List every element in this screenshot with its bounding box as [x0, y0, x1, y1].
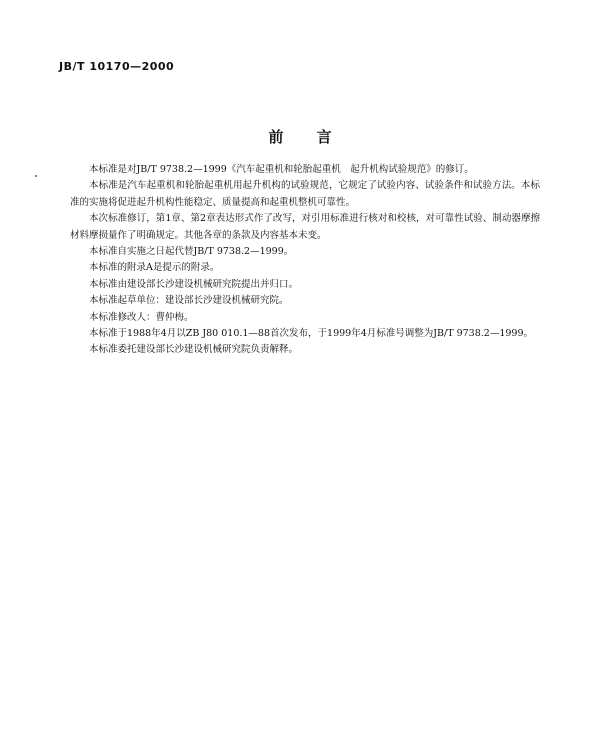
paragraph-history: 本标准于1988年4月以ZB J80 010.1—88首次发布，于1999年4月标准号调整为JB/T 9738.2—1999。: [89, 328, 534, 340]
paragraph-appendix: 本标准的附录A是提示的附录。: [89, 262, 220, 274]
page-title: 前 言: [268, 128, 346, 146]
paragraph-scope: 本标准是汽车起重机和轮胎起重机用起升机构的试验规范，它规定了试验内容、试验条件和试验方法。本标准的实施将促进起升机构性能稳定、质量提高和起重机整机可靠性。: [70, 180, 540, 208]
paragraph-changes: 本次标准修订，第1章、第2章表达形式作了改写，对引用标准进行核对和校核，对可靠性试验、制动器摩擦材料摩损量作了明确规定。其他各章的条款及内容基本未变。: [70, 213, 540, 241]
document-code: JB/T 10170—2000: [59, 60, 175, 73]
paragraph-proposer: 本标准由建设部长沙建设机械研究院提出并归口。: [89, 278, 299, 290]
paragraph-interpretation: 本标准委托建设部长沙建设机械研究院负责解释。: [89, 344, 299, 356]
document-body: [70, 162, 540, 359]
paragraph-drafting-unit: 本标准起草单位：建设部长沙建设机械研究院。: [89, 295, 289, 307]
paragraph-replacement: 本标准自实施之日起代替JB/T 9738.2—1999。: [89, 246, 294, 258]
paragraph-reviser: 本标准修改人：曹仲梅。: [89, 311, 194, 323]
paragraph-revision: 本标准是对JB/T 9738.2—1999《汽车起重机和轮胎起重机 起升机构试验规范》的修订。: [89, 164, 474, 175]
scan-speck: [35, 175, 37, 177]
